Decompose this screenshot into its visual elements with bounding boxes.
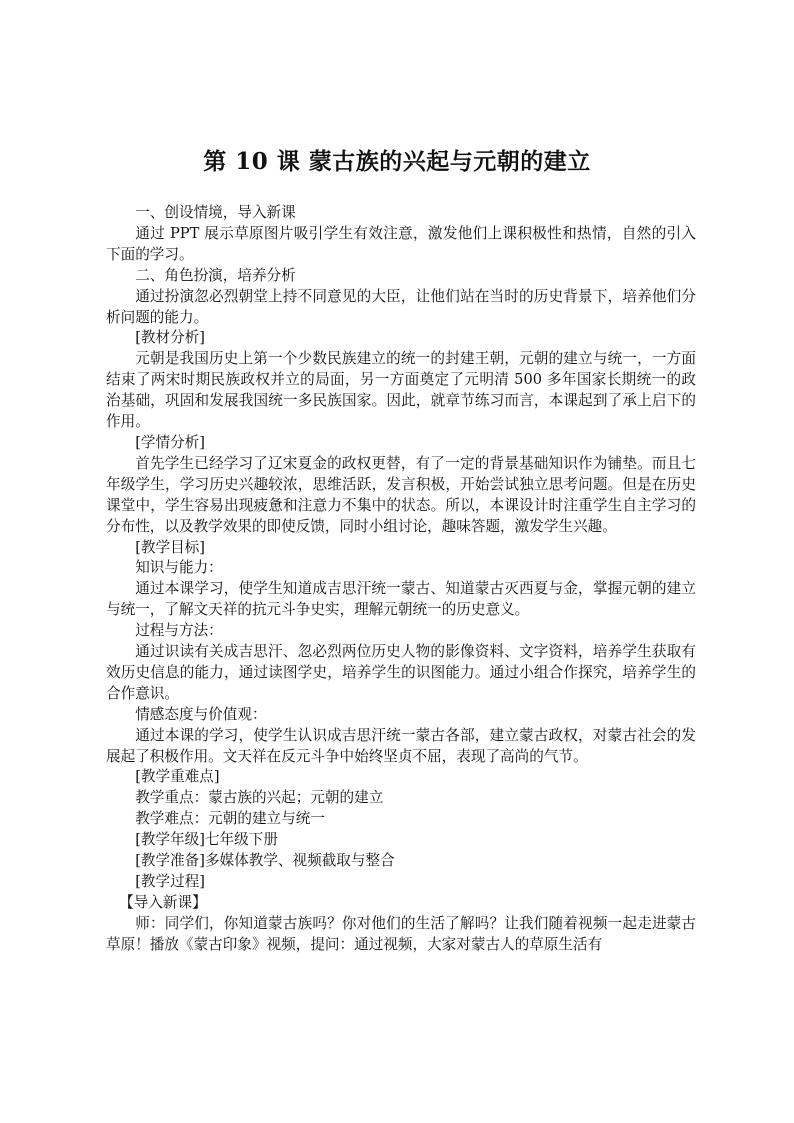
paragraph: 师：同学们，你知道蒙古族吗？你对他们的生活了解吗？让我们随着视频一起走进蒙古草原！播放《蒙古印象》视频，提问：通过视频，大家对蒙古人的草原生活有	[106, 914, 696, 953]
section-heading: [教材分析]	[135, 329, 205, 347]
section-heading: [教学准备]多媒体教学、视频截取与整合	[135, 852, 395, 870]
section-heading: [教学重难点]	[135, 768, 220, 786]
page-title: 第 10 课 蒙古族的兴起与元朝的建立	[203, 148, 591, 175]
section-heading: [教学目标]	[135, 538, 205, 556]
subheading: 过程与方法：	[135, 622, 223, 640]
paragraph: 通过本课学习，使学生知道成吉思汗统一蒙古、知道蒙古灭西夏与金，掌握元朝的建立与统一，了解文天祥的抗元斗争史实，理解元朝统一的历史意义。	[106, 580, 696, 619]
paragraph: 元朝是我国历史上第一个少数民族建立的统一的封建王朝，元朝的建立与统一，一方面结束了两宋时期民族政权并立的局面，另一方面奠定了元明清 500 多年国家长期统一的政治基础，巩固和发展我国统一多民族国家。因此，就章节练习而言，本课起到了承上启下的作用。	[106, 350, 696, 431]
paragraph: 教学难点：元朝的建立与统一	[135, 810, 325, 828]
document-body	[106, 203, 696, 956]
paragraph: 二、角色扮演，培养分析	[135, 266, 296, 284]
paragraph: 一、创设情境，导入新课	[135, 204, 296, 221]
section-heading: [学情分析]	[135, 433, 205, 451]
section-heading: [教学过程]	[135, 873, 205, 890]
paragraph: 通过本课的学习，使学生认识成吉思汗统一蒙古各部，建立蒙古政权，对蒙古社会的发展起了积极作用。文天祥在反元斗争中始终坚贞不屈，表现了高尚的气节。	[106, 726, 696, 765]
subheading: 知识与能力：	[135, 559, 223, 577]
paragraph: 通过识读有关成吉思汗、忽必烈两位历史人物的影像资料、文字资料，培养学生获取有效历史信息的能力，通过读图学史，培养学生的识图能力。通过小组合作探究，培养学生的合作意识。	[106, 643, 696, 702]
paragraph: 通过 PPT 展示草原图片吸引学生有效注意，激发他们上课积极性和热情，自然的引入下面的学习。	[106, 224, 696, 263]
paragraph: 通过扮演忽必烈朝堂上持不同意见的大臣，让他们站在当时的历史背景下，培养他们分析问题的能力。	[106, 287, 696, 326]
paragraph: 首先学生已经学习了辽宋夏金的政权更替，有了一定的背景基础知识作为铺垫。而且七年级学生，学习历史兴趣较浓，思维活跃，发言积极，开始尝试独立思考问题。但是在历史课堂中，学生容易出现疲惫和注意力不集中的状态。所以，本课设计时注重学生自主学习的分布性，以及教学效果的即使反馈，同时小组讨论，趣味答题，激发学生兴趣。	[106, 454, 696, 535]
section-heading: [教学年级]七年级下册	[135, 831, 278, 849]
paragraph: 教学重点：蒙古族的兴起；元朝的建立	[135, 789, 384, 807]
section-heading: 【导入新课】	[119, 893, 207, 911]
subheading: 情感态度与价值观：	[135, 705, 267, 723]
